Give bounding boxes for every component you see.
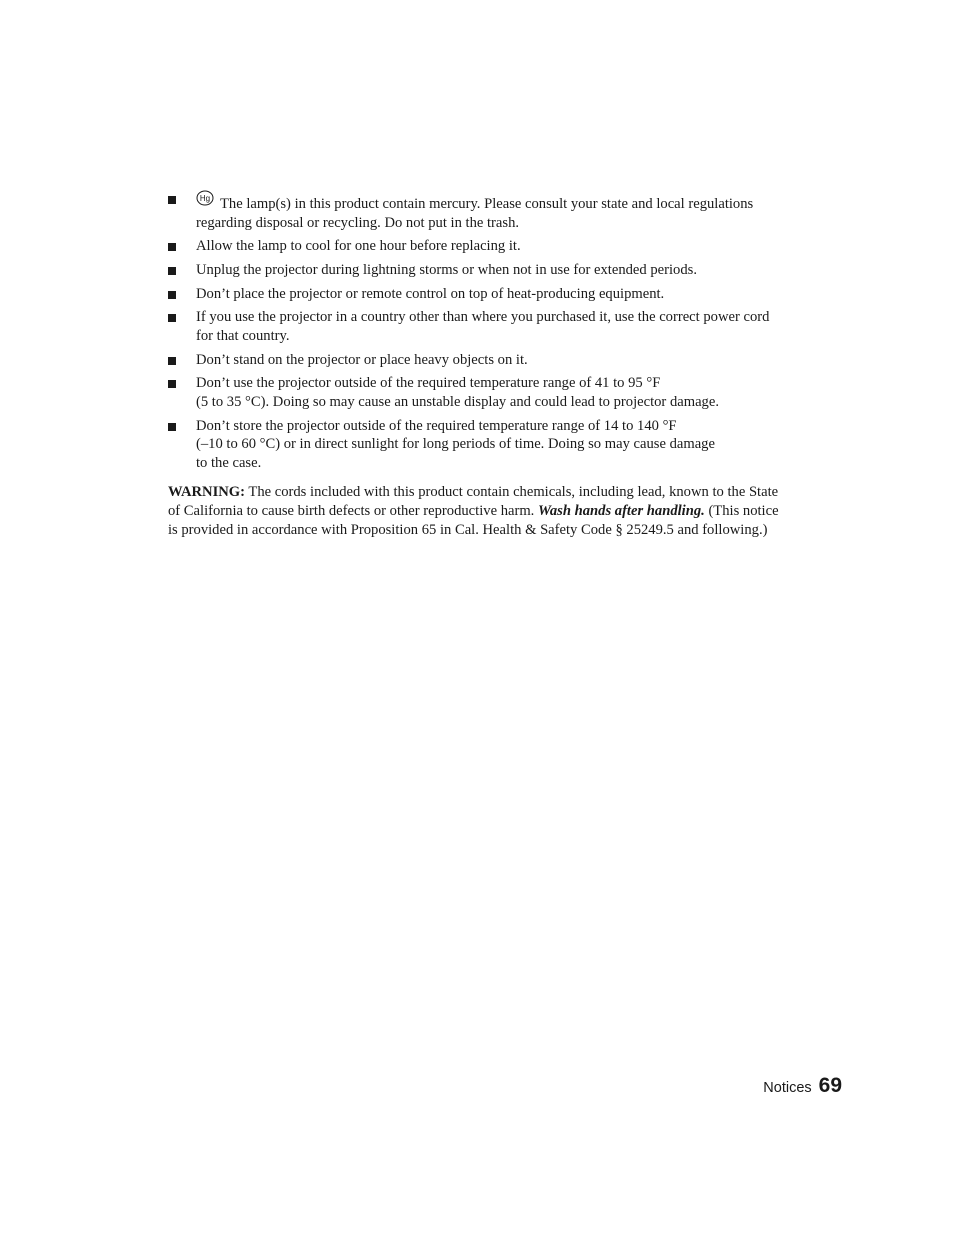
prop65-warning-paragraph (168, 483, 788, 539)
bullet-text-line: (–10 to 60 °C) or in direct sunlight for long periods of time. Doing so may cause damage (196, 436, 715, 453)
bullet-item-mercury (168, 190, 788, 233)
mercury-hg-icon (196, 190, 214, 206)
bullet-item-storage-temp (168, 417, 788, 473)
page-content (168, 190, 788, 554)
warning-label: WARNING: (168, 483, 246, 500)
bullet-text-line: Don’t place the projector or remote control on top of heat-producing equipment. (196, 285, 665, 302)
square-bullet-icon (168, 196, 176, 204)
square-bullet-icon (168, 357, 176, 365)
bullet-text-line: for that country. (196, 327, 290, 344)
warning-emphasis: Wash hands after handling. (537, 502, 705, 519)
square-bullet-icon (168, 314, 176, 322)
bullet-text-line: Don’t store the projector outside of the required temperature range of 14 to 140 °F (196, 417, 677, 434)
square-bullet-icon (168, 380, 176, 388)
bullet-item-heavy-objects (168, 351, 788, 370)
bullet-text-line: regarding disposal or recycling. Do not put in the trash. (196, 214, 520, 231)
bullet-text-line: (5 to 35 °C). Doing so may cause an unstable display and could lead to projector damage. (196, 393, 719, 410)
warning-text-continued: (This notice is provided in accordance with Proposition 65 in Cal. Health & Safety Code § 25249.5 and following.) (168, 502, 779, 538)
bullet-item-heat (168, 285, 788, 304)
bullet-text-line: Don’t stand on the projector or place heavy objects on it. (196, 351, 528, 368)
page-footer (763, 1074, 842, 1098)
warning-text: The cords included with this product contain chemicals, including lead, known to the State of California to cause birth defects or other reproductive harm. (168, 483, 779, 519)
safety-bullet-list (168, 190, 788, 473)
bullet-item-operating-temp (168, 374, 788, 412)
bullet-item-unplug (168, 261, 788, 280)
square-bullet-icon (168, 423, 176, 431)
bullet-text-line: If you use the projector in a country other than where you purchased it, use the correct power cord (196, 309, 770, 326)
bullet-item-lamp-cool (168, 237, 788, 256)
footer-section-title: Notices (763, 1080, 812, 1096)
bullet-text-line: to the case. (196, 455, 262, 472)
hg-icon-label: Hg (199, 194, 211, 203)
square-bullet-icon (168, 291, 176, 299)
bullet-text-line: The lamp(s) in this product contain mercury. Please consult your state and local regulations (220, 196, 754, 212)
bullet-text-line: Allow the lamp to cool for one hour before replacing it. (196, 238, 521, 255)
square-bullet-icon (168, 243, 176, 251)
bullet-text-line: Unplug the projector during lightning storms or when not in use for extended periods. (196, 261, 697, 278)
bullet-item-power-cord (168, 308, 788, 346)
bullet-text-line: Don’t use the projector outside of the required temperature range of 41 to 95 °F (196, 375, 661, 392)
page-number: 69 (818, 1074, 842, 1097)
square-bullet-icon (168, 267, 176, 275)
